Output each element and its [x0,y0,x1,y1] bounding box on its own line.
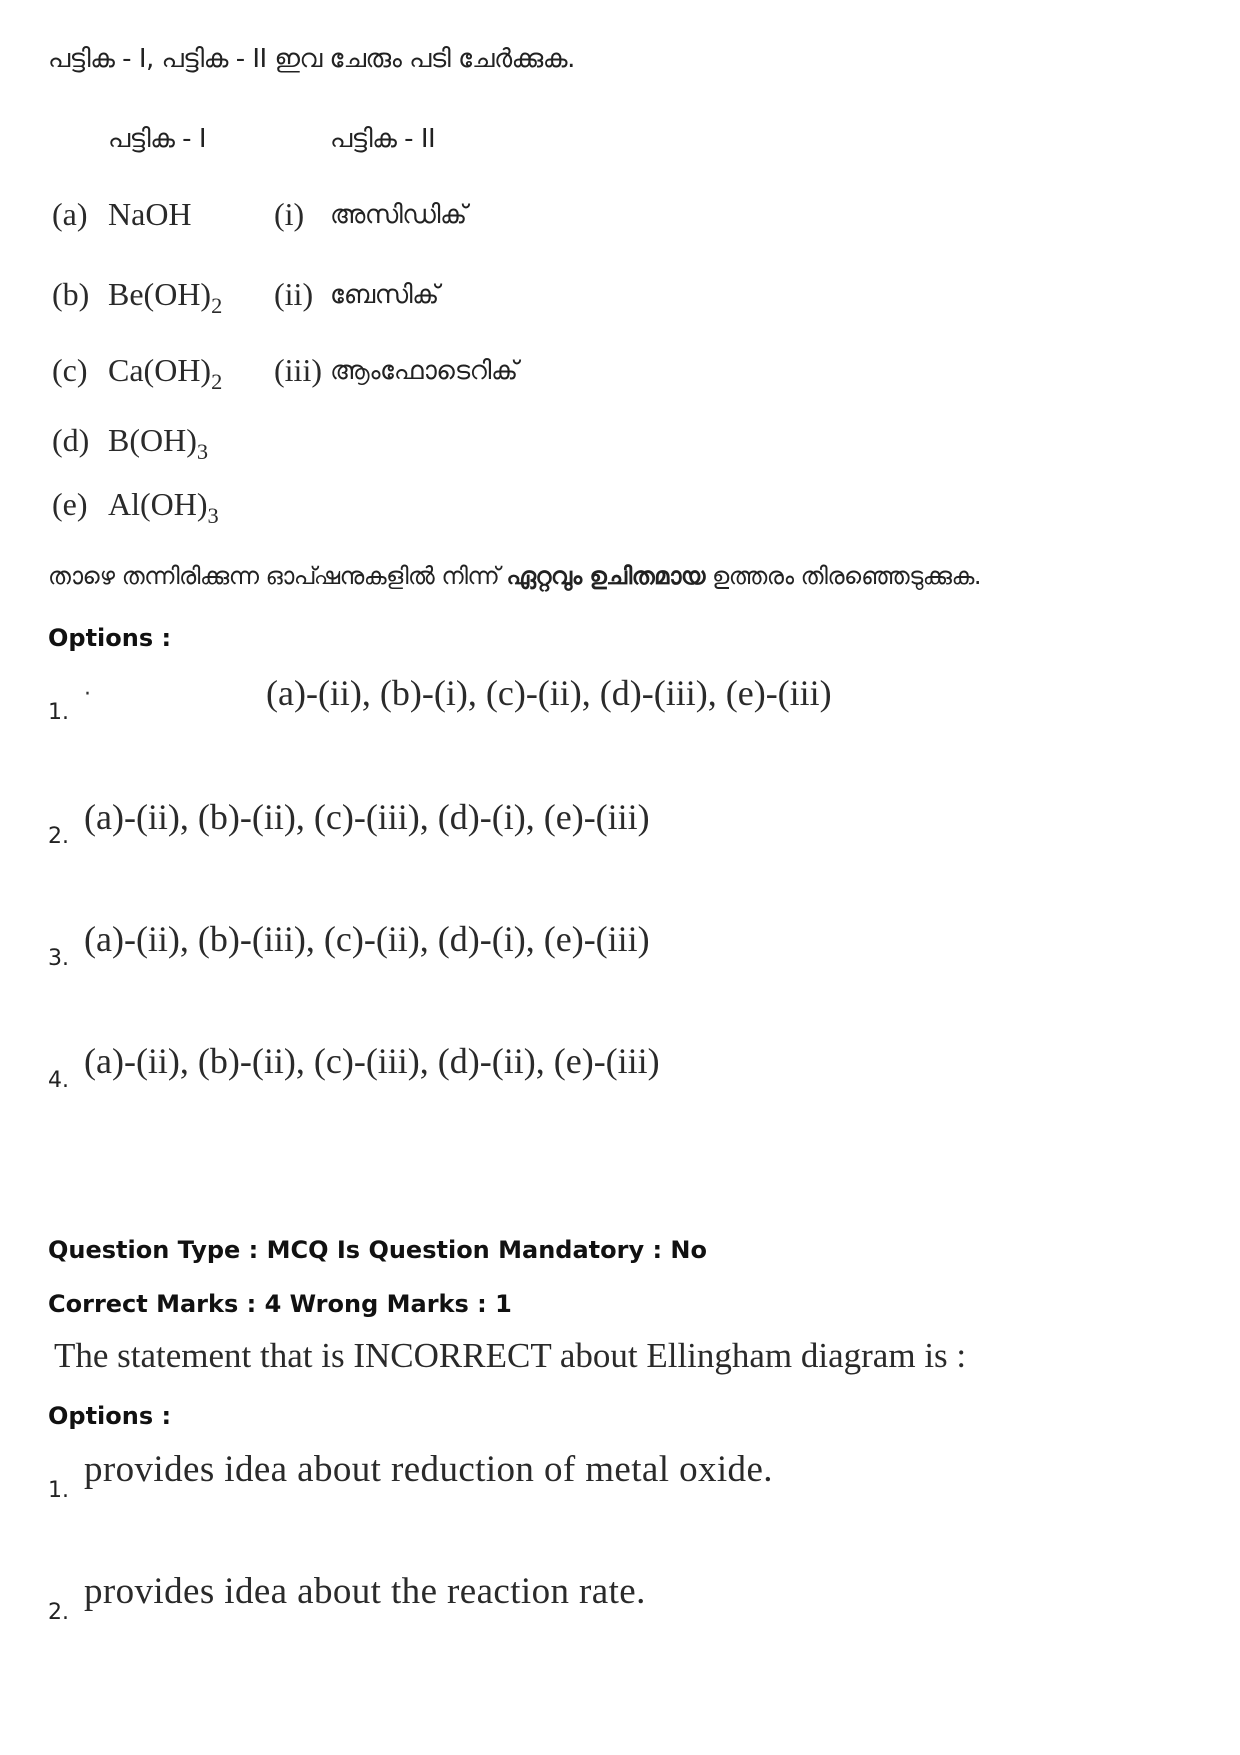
list1-label-d: (d) [52,422,90,458]
list1-label-c: (c) [52,352,88,388]
q2-marks: Correct Marks : 4 Wrong Marks : 1 [48,1290,512,1318]
list1-formula-c: $Ca(OH)_2$ [108,352,223,394]
list2-label-iii: (iii) [274,352,322,388]
list1-label-e: (e) [52,486,88,522]
choose-instruction: താഴെ തന്നിരിക്കുന്ന ഓപ്ഷനുകളിൽ നിന്ന് ഏറ്റവും ഉചിതമായ ഉത്തരം തിരഞ്ഞെടുക്കുക. [48,562,982,590]
q1-option-3-text[interactable]: (a)-(ii), (b)-(iii), (c)-(ii), (d)-(i), (e)-(iii) [84,919,650,959]
q2-option-1-text[interactable]: provides idea about reduction of metal oxide. [84,1449,773,1490]
list1-header: പട്ടിക - I [108,124,206,154]
list2-text-iii: ആംഫോടെറിക് [330,356,518,386]
q1-option-1-number: 1. [48,700,69,725]
q1-option-4-number: 4. [48,1068,69,1093]
list1-formula-d: $B(OH)_3$ [108,422,209,464]
match-instruction: പട്ടിക - I, പട്ടിക - II ഇവ ചേരും പടി ചേർക്കുക. [48,44,575,74]
q1-option-1-text[interactable]: (a)-(ii), (b)-(i), (c)-(ii), (d)-(iii), (e)-(iii) [266,673,832,713]
list1-label-a: (a) [52,196,88,232]
list2-text-ii: ബേസിക് [330,280,439,310]
q2-option-1-number: 1. [48,1478,69,1503]
list1-label-b: (b) [52,276,90,312]
q2-option-2-number: 2. [48,1600,69,1625]
list2-header: പട്ടിക - II [330,124,436,154]
options-label-q2: Options : [48,1402,172,1430]
list2-text-i: അസിഡിക് [330,200,467,230]
q1-option-2-text[interactable]: (a)-(ii), (b)-(ii), (c)-(iii), (d)-(i), (e)-(iii) [84,797,650,837]
q1-option-4-text[interactable]: (a)-(ii), (b)-(ii), (c)-(iii), (d)-(ii), (e)-(iii) [84,1041,660,1081]
list1-formula-a: NaOH [108,196,192,232]
q2-question-text: The statement that is INCORRECT about Ellingham diagram is : [54,1336,967,1375]
list2-label-ii: (ii) [274,276,314,312]
q2-option-2-text[interactable]: provides idea about the reaction rate. [84,1571,646,1612]
list2-label-i: (i) [274,196,305,232]
q1-option-1-marker: · [84,682,91,707]
q1-option-3-number: 3. [48,946,69,971]
q1-option-2-number: 2. [48,824,69,849]
list1-formula-b: $Be(OH)_2$ [108,276,223,318]
q2-question-type: Question Type : MCQ Is Question Mandatory : No [48,1236,707,1264]
options-label-q1: Options : [48,624,172,652]
list1-formula-e: $Al(OH)_3$ [108,486,219,528]
